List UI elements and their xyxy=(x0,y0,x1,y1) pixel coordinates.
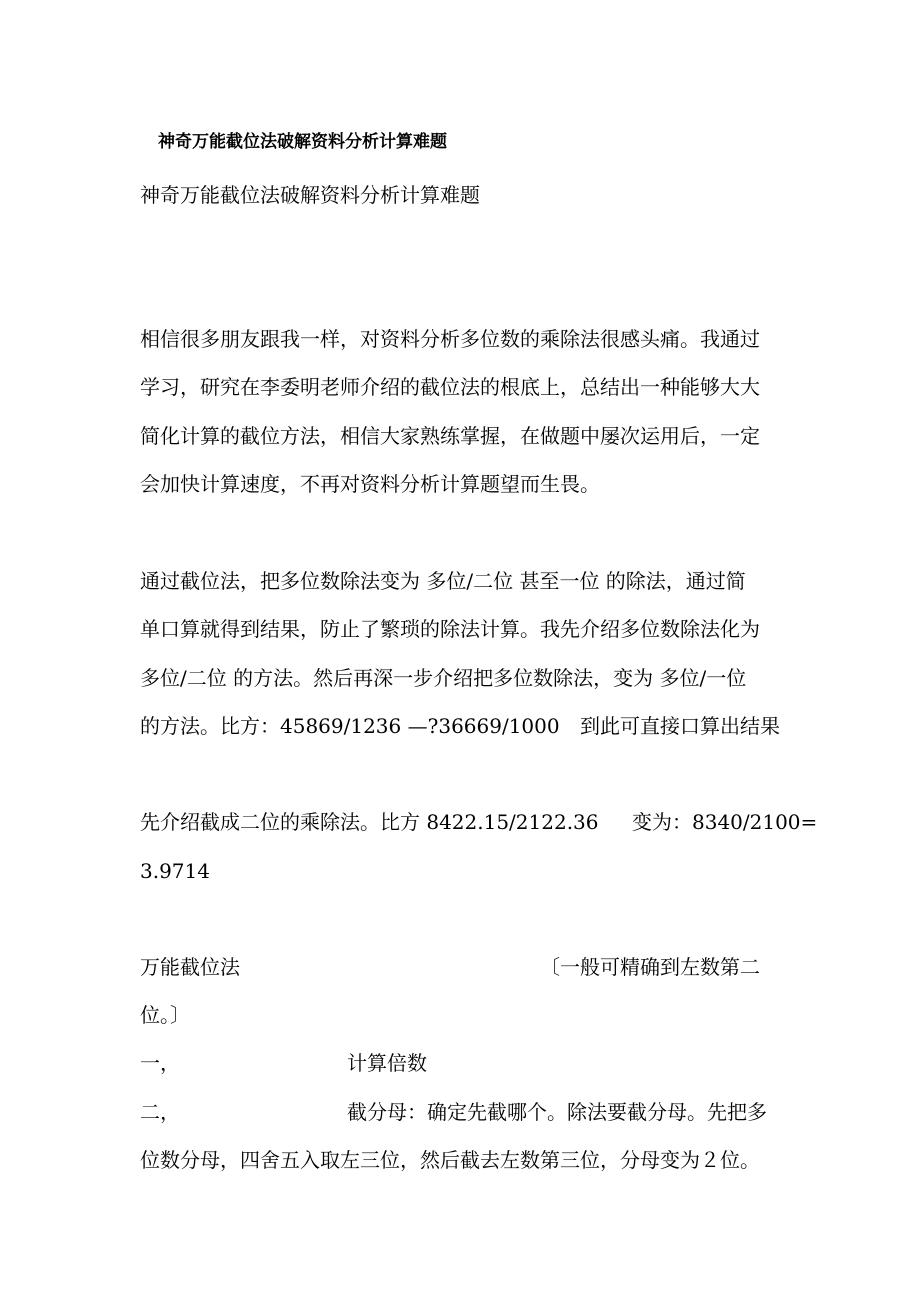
step-1-number: 一， xyxy=(140,1051,180,1075)
paragraph-2-line-3: 多位/二位 的方法。然后再深一步介绍把多位数除法，变为 多位/一位 xyxy=(140,666,747,690)
method-note: 〔一般可精确到左数第二 xyxy=(540,955,760,979)
example-result: 3.9714 xyxy=(140,859,210,883)
paragraph-2-line-4-left: 的方法。比方：45869/1236 —?36669/1000 xyxy=(140,714,560,738)
step-2-number: 二， xyxy=(140,1100,180,1124)
step-2-text: 截分母：确定先截哪个。除法要截分母。先把多 xyxy=(347,1100,767,1124)
paragraph-2-line-4-right: 到此可直接口算出结果 xyxy=(580,714,780,738)
method-note-continued: 位。〕 xyxy=(140,1003,190,1027)
paragraph-2-line-2: 单口算就得到结果，防止了繁琐的除法计算。我先介绍多位数除法化为 xyxy=(140,617,760,641)
example-line-left: 先介绍截成二位的乘除法。比方 8422.15/2122.36 xyxy=(140,810,599,834)
step-1-text: 计算倍数 xyxy=(347,1051,427,1075)
step-2-continued: 位数分母，四舍五入取左三位，然后截去左数第三位，分母变为２位。 xyxy=(140,1148,760,1172)
paragraph-1-line-2: 学习，研究在李委明老师介绍的截位法的根底上，总结出一种能够大大 xyxy=(140,375,760,399)
example-line-right: 变为：8340/2100= xyxy=(632,810,818,834)
paragraph-2-line-1: 通过截位法，把多位数除法变为 多位/二位 甚至一位 的除法，通过简 xyxy=(140,569,746,593)
method-title: 万能截位法 xyxy=(140,955,240,979)
document-title: 神奇万能截位法破解资料分析计算难题 xyxy=(140,183,480,207)
paragraph-1-line-3: 简化计算的截位方法，相信大家熟练掌握，在做题中屡次运用后，一定 xyxy=(140,424,760,448)
paragraph-1-line-4: 会加快计算速度，不再对资料分析计算题望而生畏。 xyxy=(140,472,600,496)
paragraph-1-line-1: 相信很多朋友跟我一样，对资料分析多位数的乘除法很感头痛。我通过 xyxy=(140,327,760,351)
bold-header-title: 神奇万能截位法破解资料分析计算难题 xyxy=(158,132,447,152)
